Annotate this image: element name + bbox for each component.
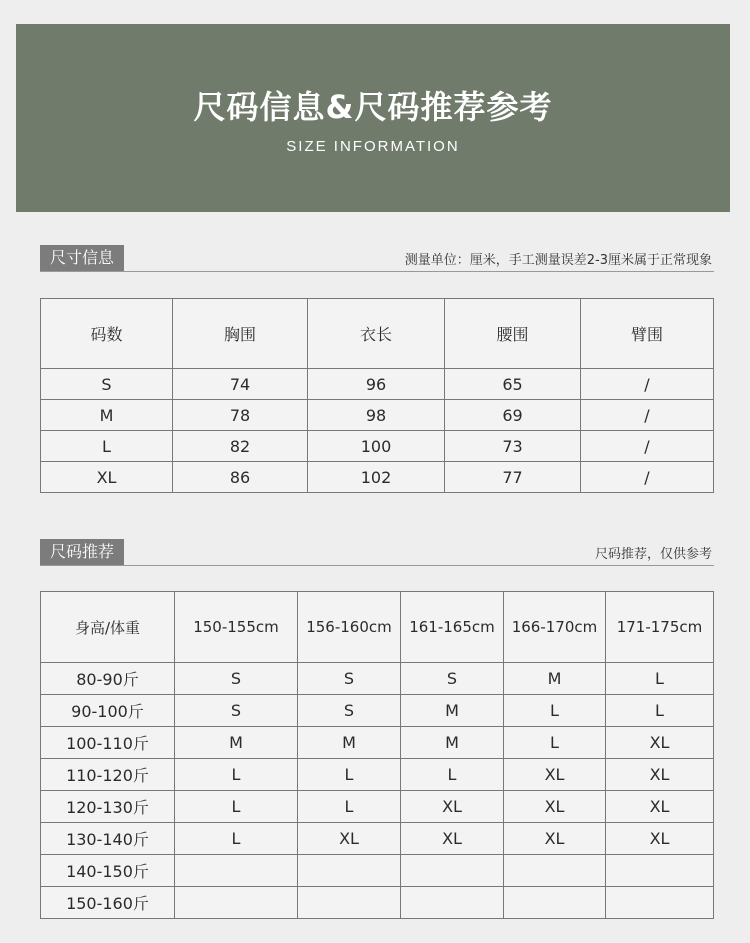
size-info-cell: 69	[445, 400, 581, 431]
size-rec-header-cell: 身高/体重	[41, 592, 175, 663]
size-info-header-cell: 腰围	[445, 299, 581, 369]
size-rec-cell: XL	[504, 823, 606, 855]
size-rec-table	[40, 591, 714, 919]
size-rec-cell: L	[175, 791, 298, 823]
size-rec-cell: 110-120斤	[41, 759, 175, 791]
size-rec-cell: XL	[401, 823, 504, 855]
size-rec-cell	[606, 855, 714, 887]
size-rec-cell: XL	[504, 791, 606, 823]
size-rec-cell: L	[504, 727, 606, 759]
size-rec-row	[41, 663, 714, 695]
size-info-cell: /	[581, 431, 714, 462]
size-info-section-header	[40, 245, 714, 272]
size-info-row	[41, 431, 714, 462]
page-title: 尺码信息&尺码推荐参考	[193, 88, 553, 126]
size-info-tag: 尺寸信息	[40, 245, 124, 271]
size-info-note: 测量单位：厘米，手工测量误差2-3厘米属于正常现象	[404, 253, 712, 268]
size-rec-cell: 130-140斤	[41, 823, 175, 855]
size-rec-cell: S	[175, 695, 298, 727]
size-info-cell: 82	[173, 431, 308, 462]
size-rec-header-cell: 166-170cm	[504, 592, 606, 663]
size-rec-row	[41, 887, 714, 919]
size-rec-cell: XL	[298, 823, 401, 855]
size-rec-row	[41, 695, 714, 727]
size-info-cell: 74	[173, 369, 308, 400]
size-rec-row	[41, 855, 714, 887]
size-rec-cell	[175, 855, 298, 887]
size-rec-note: 尺码推荐，仅供参考	[594, 547, 712, 562]
size-info-cell: 98	[308, 400, 445, 431]
size-rec-cell	[504, 855, 606, 887]
size-info-cell: 86	[173, 462, 308, 493]
size-info-header-cell: 臂围	[581, 299, 714, 369]
size-info-row	[41, 369, 714, 400]
size-info-header-cell: 胸围	[173, 299, 308, 369]
size-rec-header-cell: 156-160cm	[298, 592, 401, 663]
size-rec-cell: 80-90斤	[41, 663, 175, 695]
page-subtitle: SIZE INFORMATION	[286, 138, 460, 155]
size-rec-header-cell: 161-165cm	[401, 592, 504, 663]
size-rec-cell: L	[175, 759, 298, 791]
size-rec-cell: XL	[606, 791, 714, 823]
size-rec-cell	[606, 887, 714, 919]
size-info-row	[41, 400, 714, 431]
size-info-cell: 73	[445, 431, 581, 462]
size-rec-cell	[175, 887, 298, 919]
size-rec-cell: XL	[606, 759, 714, 791]
size-info-cell: /	[581, 400, 714, 431]
size-rec-cell: XL	[606, 727, 714, 759]
size-info-header-row	[41, 299, 714, 369]
size-rec-cell: XL	[504, 759, 606, 791]
size-rec-header-cell: 171-175cm	[606, 592, 714, 663]
size-info-cell: 100	[308, 431, 445, 462]
size-rec-cell	[401, 887, 504, 919]
header-banner	[16, 24, 730, 212]
size-rec-cell	[298, 887, 401, 919]
size-rec-cell: L	[298, 791, 401, 823]
size-rec-cell	[401, 855, 504, 887]
size-info-table	[40, 298, 714, 493]
size-info-header-cell: 码数	[41, 299, 173, 369]
size-rec-cell: L	[175, 823, 298, 855]
size-rec-cell: 90-100斤	[41, 695, 175, 727]
size-rec-cell: L	[504, 695, 606, 727]
size-rec-cell: 140-150斤	[41, 855, 175, 887]
size-info-header-cell: 衣长	[308, 299, 445, 369]
size-info-cell: 96	[308, 369, 445, 400]
size-rec-cell	[504, 887, 606, 919]
size-info-cell: L	[41, 431, 173, 462]
size-rec-row	[41, 759, 714, 791]
size-rec-cell: XL	[401, 791, 504, 823]
size-rec-cell: 120-130斤	[41, 791, 175, 823]
size-info-cell: 65	[445, 369, 581, 400]
size-rec-row	[41, 791, 714, 823]
size-info-row	[41, 462, 714, 493]
size-rec-cell: M	[401, 727, 504, 759]
size-rec-cell: M	[504, 663, 606, 695]
size-rec-row	[41, 727, 714, 759]
size-rec-cell: S	[175, 663, 298, 695]
size-rec-cell: 150-160斤	[41, 887, 175, 919]
size-info-cell: 77	[445, 462, 581, 493]
size-rec-header-row	[41, 592, 714, 663]
size-info-cell: S	[41, 369, 173, 400]
size-rec-cell: L	[298, 759, 401, 791]
size-info-cell: XL	[41, 462, 173, 493]
size-rec-tag: 尺码推荐	[40, 539, 124, 565]
size-rec-cell	[298, 855, 401, 887]
size-rec-cell: M	[298, 727, 401, 759]
size-rec-row	[41, 823, 714, 855]
size-info-cell: 102	[308, 462, 445, 493]
size-rec-cell: XL	[606, 823, 714, 855]
size-rec-cell: S	[298, 695, 401, 727]
size-info-cell: /	[581, 462, 714, 493]
size-rec-header-cell: 150-155cm	[175, 592, 298, 663]
size-rec-cell: L	[401, 759, 504, 791]
size-rec-cell: L	[606, 695, 714, 727]
size-rec-cell: M	[175, 727, 298, 759]
size-info-cell: 78	[173, 400, 308, 431]
size-rec-section-header	[40, 539, 714, 566]
size-info-cell: M	[41, 400, 173, 431]
size-info-cell: /	[581, 369, 714, 400]
size-rec-cell: 100-110斤	[41, 727, 175, 759]
size-rec-cell: L	[606, 663, 714, 695]
size-rec-cell: S	[401, 663, 504, 695]
size-rec-cell: M	[401, 695, 504, 727]
size-rec-cell: S	[298, 663, 401, 695]
